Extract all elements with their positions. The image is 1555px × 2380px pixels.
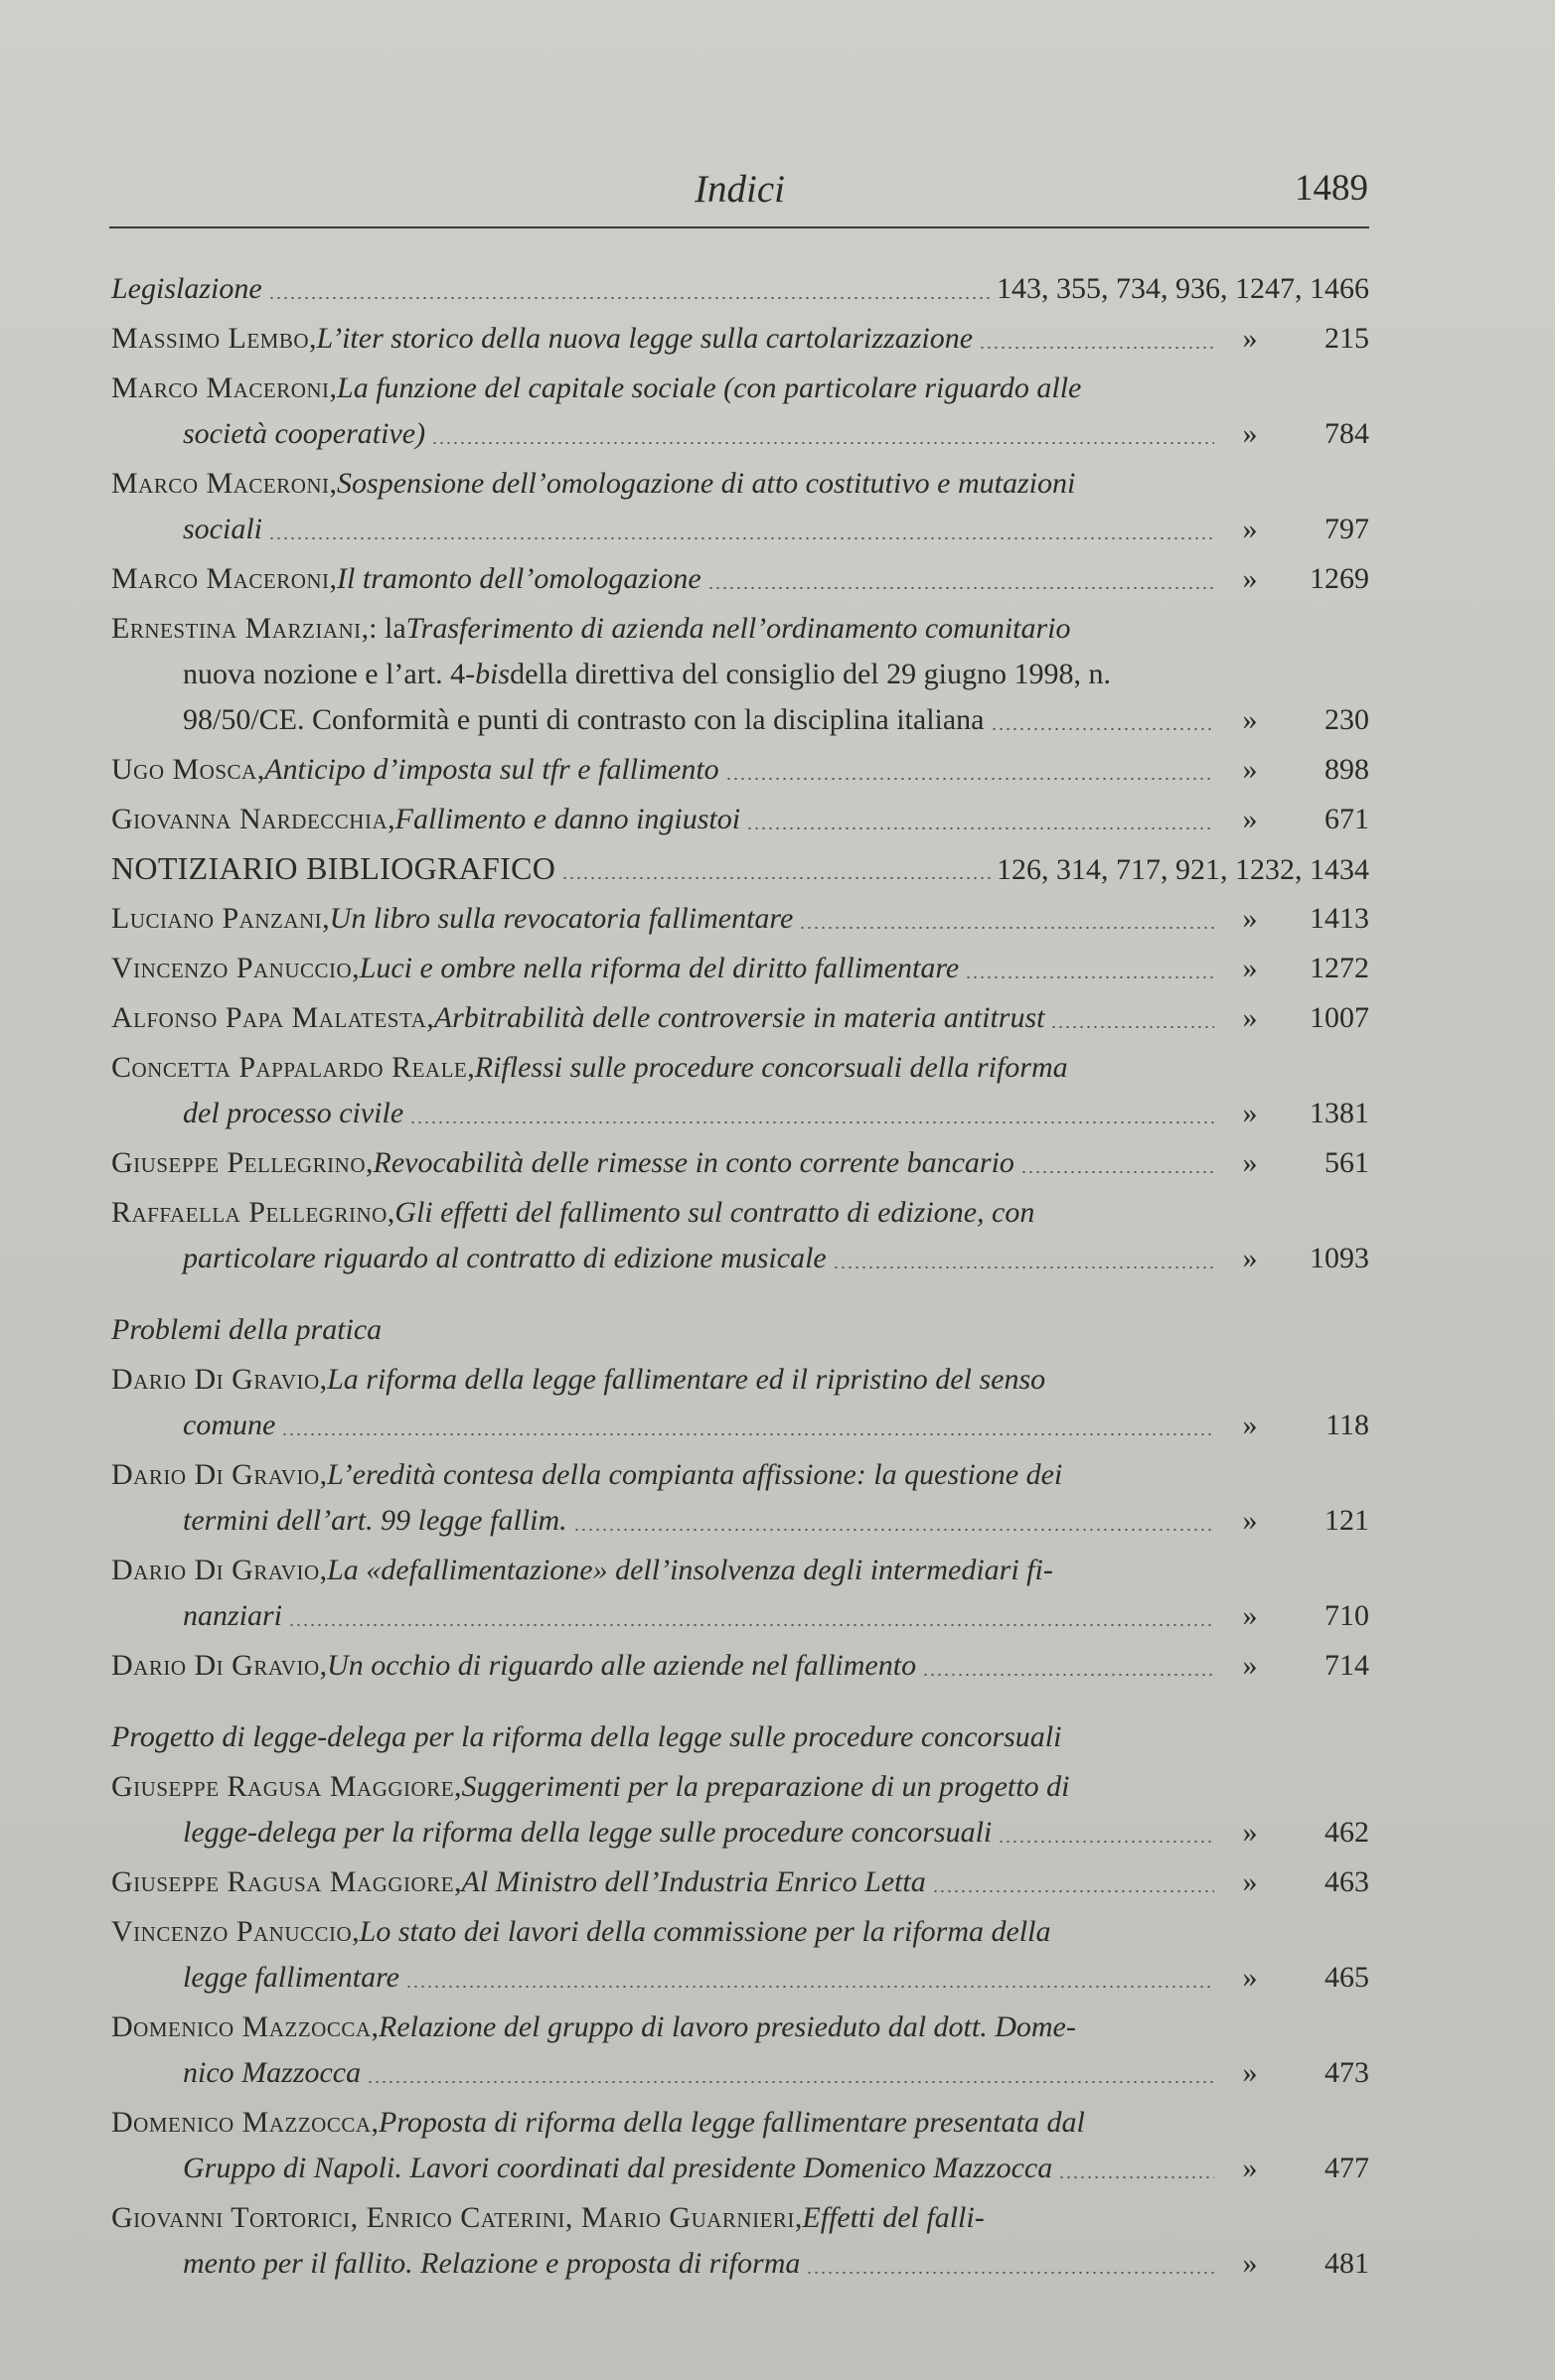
entry-line	[111, 1140, 1369, 1185]
entry-author: Raffaella Pellegrino	[111, 1196, 388, 1229]
ditto-mark: »	[1242, 562, 1258, 595]
dot-leader	[561, 877, 991, 879]
entry-line	[111, 556, 1369, 601]
section-heading: Problemi della pratica	[111, 1313, 383, 1346]
entry-line	[111, 2100, 1369, 2145]
dot-leader	[1058, 2176, 1214, 2178]
author-separator: ,	[309, 322, 317, 355]
entry-line	[111, 1643, 1369, 1688]
entry-author: Marco Maceroni	[111, 467, 330, 500]
entry-title: del processo civile	[183, 1097, 404, 1129]
page-reference	[1220, 2146, 1369, 2190]
entry-line	[183, 1810, 1369, 1855]
index-entry	[111, 606, 1369, 747]
entry-author: Dario Di Gravio	[111, 1649, 320, 1682]
page-number-ref: 465	[1324, 1961, 1369, 1994]
page-number-ref: 462	[1324, 1816, 1369, 1849]
entry-author: Vincenzo Panuccio	[111, 1915, 353, 1948]
page-reference	[1220, 2050, 1369, 2095]
entry-title: comune	[183, 1409, 276, 1441]
dot-leader	[409, 1121, 1214, 1123]
entry-title: Proposta di riforma della legge fallimentare presentata dal	[379, 2106, 1085, 2139]
entry-title: Gli effetti del fallimento sul contratto di edizione, con	[394, 1196, 1035, 1229]
entry-line	[183, 1593, 1369, 1638]
page-number-ref: 118	[1325, 1409, 1369, 1441]
dot-leader	[431, 442, 1214, 444]
ditto-mark: »	[1242, 902, 1258, 935]
dot-leader	[979, 347, 1214, 349]
ditto-mark: »	[1242, 1242, 1258, 1274]
entry-line	[183, 1955, 1369, 2000]
entry-title: mento per il fallito. Relazione e proposta di riforma	[183, 2247, 801, 2280]
index-entry	[111, 1190, 1369, 1285]
entry-title: Suggerimenti per la preparazione di un progetto di	[461, 1770, 1070, 1803]
page-number-ref: 473	[1324, 2056, 1369, 2089]
entry-title: Relazione del gruppo di lavoro presieduto dal dott. Dome-	[379, 2010, 1076, 2043]
index-entry	[111, 1357, 1369, 1452]
index-entry	[111, 1909, 1369, 2005]
index-entry	[111, 266, 1369, 316]
entry-text: NOTIZIARIO BIBLIOGRAFICO	[111, 850, 556, 886]
entry-title: Effetti del falli-	[802, 2201, 985, 2234]
dot-leader	[268, 537, 1214, 539]
author-separator: ,	[361, 612, 370, 645]
page-number-ref: 1093	[1310, 1242, 1369, 1274]
index-entry	[111, 316, 1369, 366]
entry-title: Sospensione dell’omologazione di atto costitutivo e mutazioni	[337, 467, 1076, 500]
page-reference	[1220, 1859, 1369, 1904]
ditto-mark: »	[1242, 1504, 1258, 1537]
dot-leader	[405, 1986, 1214, 1988]
section-gap	[111, 1285, 1369, 1307]
index-entry	[111, 1045, 1369, 1140]
entry-title: Arbitrabilità delle controversie in materia antitrust	[433, 1001, 1045, 1034]
entry-title: legge fallimentare	[183, 1961, 399, 1994]
entry-line	[111, 1764, 1369, 1809]
page-number-ref: 230	[1324, 703, 1369, 736]
page-number-ref: 481	[1324, 2247, 1369, 2280]
author-separator: ,	[352, 952, 360, 984]
entry-title: Anticipo d’imposta sul tfr e fallimento	[264, 753, 719, 786]
page-reference	[1220, 1955, 1369, 2000]
page-reference	[1220, 556, 1369, 601]
page-number-ref: 215	[1324, 322, 1369, 355]
page-reference	[1220, 797, 1369, 841]
entry-title: bis	[475, 658, 511, 690]
ditto-mark: »	[1242, 2247, 1258, 2280]
page-reference	[1220, 1403, 1369, 1447]
entry-title: L’iter storico della nuova legge sulla cartolarizzazione	[316, 322, 974, 355]
entry-author: Domenico Mazzocca	[111, 2010, 372, 2043]
entry-title: nanziari	[183, 1599, 283, 1632]
dot-leader	[281, 1433, 1214, 1435]
dot-leader	[922, 1674, 1214, 1676]
entry-title: La «defallimentazione» dell’insolvenza degli intermediari fi-	[327, 1554, 1053, 1586]
page-number-ref: 1413	[1310, 902, 1369, 935]
author-separator: ,	[352, 1915, 360, 1948]
page-reference	[1220, 946, 1369, 990]
author-separator: ,	[454, 1770, 462, 1803]
ditto-mark: »	[1242, 952, 1258, 984]
entry-line	[183, 652, 1369, 696]
entry-line	[183, 507, 1369, 551]
page-reference	[997, 266, 1369, 311]
entry-author: Giuseppe Pellegrino	[111, 1146, 367, 1179]
index-entry	[111, 797, 1369, 846]
entry-title: Revocabilità delle rimesse in conto corrente bancario	[373, 1146, 1014, 1179]
page-number-ref: 1272	[1310, 952, 1369, 984]
index-entry	[111, 556, 1369, 606]
author-separator: ,	[366, 1146, 374, 1179]
entry-line	[111, 1909, 1369, 1954]
entry-line	[111, 366, 1369, 410]
entry-line	[111, 896, 1369, 941]
entry-title: nico Mazzocca	[183, 2056, 362, 2089]
entry-line	[183, 697, 1369, 742]
entry-line	[111, 1190, 1369, 1235]
index-entry	[111, 1452, 1369, 1548]
entry-author: Giuseppe Ragusa Maggiore	[111, 1770, 455, 1803]
entry-title: Fallimento e danno ingiustoi	[394, 803, 741, 835]
page-number-ref: 1007	[1310, 1001, 1369, 1034]
entry-author: Vincenzo Panuccio	[111, 952, 353, 984]
ditto-mark: »	[1242, 2056, 1258, 2089]
entry-title: La funzione del capitale sociale (con particolare riguardo alle	[337, 372, 1082, 404]
ditto-mark: »	[1242, 703, 1258, 736]
entry-title: L’eredità contesa della compianta affissione: la questione dei	[327, 1458, 1063, 1491]
page-number-ref: 784	[1324, 417, 1369, 450]
index-entry	[111, 2005, 1369, 2100]
page-reference	[1220, 1498, 1369, 1543]
page-reference	[1220, 1091, 1369, 1135]
entry-title: Il tramonto dell’omologazione	[337, 562, 701, 595]
dot-leader	[746, 827, 1214, 829]
page-reference	[997, 847, 1369, 892]
entry-line	[111, 1548, 1369, 1592]
entry-author: Giovanna Nardecchia	[111, 803, 389, 835]
author-separator: ,	[319, 1363, 328, 1396]
ditto-mark: »	[1242, 322, 1258, 355]
entry-line	[111, 1045, 1369, 1090]
dot-leader	[268, 297, 991, 299]
page-number-ref: 477	[1324, 2152, 1369, 2184]
ditto-mark: »	[1242, 803, 1258, 835]
page-reference	[1220, 1810, 1369, 1855]
page-reference	[1220, 1643, 1369, 1688]
entry-line	[111, 266, 1369, 311]
index-entry	[111, 2100, 1369, 2195]
author-separator: ,	[319, 1554, 328, 1586]
author-separator: ,	[322, 902, 330, 935]
entry-title: società cooperative)	[183, 417, 426, 450]
header-rule	[109, 226, 1369, 228]
index-entry	[111, 1548, 1369, 1643]
index-entry	[111, 946, 1369, 995]
dot-leader	[288, 1624, 1214, 1626]
page-reference	[1220, 1140, 1369, 1185]
index-entry	[111, 1643, 1369, 1693]
entry-line	[183, 1236, 1369, 1280]
entry-title: Gruppo di Napoli. Lavori coordinati dal presidente Domenico Mazzocca	[183, 2152, 1053, 2184]
entry-title: particolare riguardo al contratto di edizione musicale	[183, 1242, 827, 1274]
entry-line	[111, 995, 1369, 1040]
author-separator: ,	[319, 1458, 328, 1491]
entry-author: Marco Maceroni	[111, 372, 330, 404]
dot-leader	[707, 587, 1214, 589]
index-entry	[111, 995, 1369, 1045]
entry-line	[111, 2005, 1369, 2049]
dot-leader	[833, 1266, 1214, 1268]
page-reference	[1220, 747, 1369, 792]
entry-author: Luciano Panzani	[111, 902, 323, 935]
entry-author: Massimo Lembo	[111, 322, 310, 355]
page-number-ref: 1381	[1310, 1097, 1369, 1129]
page-reference	[1220, 507, 1369, 551]
entry-author: Giuseppe Ragusa Maggiore	[111, 1865, 455, 1898]
page-reference	[1220, 316, 1369, 361]
author-separator: ,	[371, 2106, 380, 2139]
entry-title: La riforma della legge fallimentare ed il ripristino del senso	[327, 1363, 1046, 1396]
dot-leader	[806, 2272, 1214, 2274]
index-entry	[111, 896, 1369, 946]
entry-author: Ernestina Marziani	[111, 612, 362, 645]
entry-line	[111, 946, 1369, 990]
ditto-mark: »	[1242, 1865, 1258, 1898]
page-number-ref: 714	[1324, 1649, 1369, 1682]
entry-author: Dario Di Gravio	[111, 1363, 320, 1396]
ditto-mark: »	[1242, 513, 1258, 545]
entry-title: termini dell’art. 99 legge fallim.	[183, 1504, 567, 1537]
page-reference	[1220, 697, 1369, 742]
ditto-mark: »	[1242, 1961, 1258, 1994]
index-list	[111, 266, 1369, 2291]
entry-author: Marco Maceroni	[111, 562, 330, 595]
entry-line	[111, 1357, 1369, 1402]
entry-author: Concetta Pappalardo Reale	[111, 1051, 468, 1084]
entry-title: Un libro sulla revocatoria fallimentare	[329, 902, 794, 935]
page-reference	[1220, 2241, 1369, 2286]
index-entry	[111, 747, 1369, 797]
entry-line	[183, 2241, 1369, 2286]
author-separator: ,	[329, 372, 338, 404]
entry-author: Domenico Mazzocca	[111, 2106, 372, 2139]
entry-line	[111, 747, 1369, 792]
dot-leader	[725, 778, 1214, 780]
ditto-mark: »	[1242, 2152, 1258, 2184]
entry-line	[111, 606, 1369, 651]
section-gap	[111, 1693, 1369, 1714]
entry-author: Dario Di Gravio	[111, 1458, 320, 1491]
running-header	[111, 167, 1368, 226]
page-number-ref: 463	[1324, 1865, 1369, 1898]
dot-leader	[1020, 1171, 1214, 1173]
page-reference	[1220, 1236, 1369, 1280]
ditto-mark: »	[1242, 1649, 1258, 1682]
header-title: Indici	[695, 168, 785, 211]
entry-line	[111, 316, 1369, 361]
entry-title: Riflessi sulle procedure concorsuali della riforma	[474, 1051, 1068, 1084]
author-separator: ,	[319, 1649, 328, 1682]
entry-line	[111, 2195, 1369, 2240]
entry-title: Un occhio di riguardo alle aziende nel fallimento	[327, 1649, 917, 1682]
index-entry	[111, 2195, 1369, 2291]
entry-title: legge-delega per la riforma della legge sulle procedure concorsuali	[183, 1816, 993, 1849]
page-list: 143, 355, 734, 936, 1247, 1466	[997, 272, 1369, 305]
entry-text: : la	[369, 612, 406, 645]
dot-leader	[991, 728, 1215, 730]
entry-line	[183, 1403, 1369, 1447]
author-separator: ,	[371, 2010, 380, 2043]
page-number-ref: 797	[1324, 513, 1369, 545]
entry-line	[111, 797, 1369, 841]
entry-title: Legislazione	[111, 272, 262, 305]
ditto-mark: »	[1242, 1001, 1258, 1034]
entry-line	[183, 2050, 1369, 2095]
dot-leader	[965, 976, 1214, 978]
entry-line	[183, 411, 1369, 456]
page-number-ref: 1269	[1310, 562, 1369, 595]
entry-title: sociali	[183, 513, 262, 545]
entry-line	[111, 1452, 1369, 1497]
entry-author: Alfonso Papa Malatesta	[111, 1001, 427, 1034]
ditto-mark: »	[1242, 1097, 1258, 1129]
page-reference	[1220, 1593, 1369, 1638]
ditto-mark: »	[1242, 1146, 1258, 1179]
entry-author: Ugo Mosca	[111, 753, 257, 786]
dot-leader	[367, 2081, 1214, 2083]
entry-text: 98/50/CE. Conformità e punti di contrasto con la disciplina italiana	[183, 703, 985, 736]
entry-title: Trasferimento di azienda nell’ordinamento comunitario	[405, 612, 1071, 645]
ditto-mark: »	[1242, 417, 1258, 450]
author-separator: ,	[329, 467, 338, 500]
page-list: 126, 314, 717, 921, 1232, 1434	[997, 853, 1369, 886]
index-entry	[111, 461, 1369, 556]
dot-leader	[573, 1529, 1214, 1531]
entry-line	[183, 2146, 1369, 2190]
entry-text: nuova nozione e l’art. 4-	[183, 658, 476, 690]
index-entry	[111, 846, 1369, 896]
author-separator: ,	[794, 2201, 803, 2234]
dot-leader	[998, 1841, 1214, 1843]
author-separator: ,	[329, 562, 338, 595]
page-number-ref: 561	[1324, 1146, 1369, 1179]
entry-author: Dario Di Gravio	[111, 1554, 320, 1586]
author-separator: ,	[387, 1196, 395, 1229]
author-separator: ,	[388, 803, 395, 835]
page-number-ref: 710	[1324, 1599, 1369, 1632]
dot-leader	[799, 927, 1214, 929]
index-entry	[111, 1859, 1369, 1909]
page-number-ref: 121	[1324, 1504, 1369, 1537]
entry-title: Luci e ombre nella riforma del diritto fallimentare	[359, 952, 960, 984]
entry-title: Lo stato dei lavori della commissione per la riforma della	[359, 1915, 1051, 1948]
page-reference	[1220, 896, 1369, 941]
entry-line	[183, 1498, 1369, 1543]
index-entry	[111, 366, 1369, 461]
ditto-mark: »	[1242, 1816, 1258, 1849]
entry-title: Al Ministro dell’Industria Enrico Letta	[461, 1865, 926, 1898]
page-number-ref: 671	[1324, 803, 1369, 835]
entry-line	[111, 1859, 1369, 1904]
author-separator: ,	[426, 1001, 434, 1034]
page-reference	[1220, 995, 1369, 1040]
page-number-ref: 898	[1324, 753, 1369, 786]
entry-text: della direttiva del consiglio del 29 giugno 1998, n.	[510, 658, 1111, 690]
author-separator: ,	[467, 1051, 475, 1084]
entry-author: Giovanni Tortorici, Enrico Caterini, Mario Guarnieri	[111, 2201, 795, 2234]
index-entry	[111, 1140, 1369, 1190]
ditto-mark: »	[1242, 1409, 1258, 1441]
author-separator: ,	[454, 1865, 462, 1898]
index-entry	[111, 1764, 1369, 1859]
section-heading: Progetto di legge-delega per la riforma della legge sulle procedure concorsuali	[111, 1720, 1062, 1753]
page-reference	[1220, 411, 1369, 456]
ditto-mark: »	[1242, 753, 1258, 786]
dot-leader	[932, 1890, 1214, 1892]
author-separator: ,	[256, 753, 265, 786]
entry-line	[183, 1091, 1369, 1135]
entry-line	[111, 846, 1369, 891]
entry-line	[111, 461, 1369, 506]
ditto-mark: »	[1242, 1599, 1258, 1632]
dot-leader	[1050, 1026, 1214, 1028]
page-number: 1489	[1295, 168, 1368, 209]
